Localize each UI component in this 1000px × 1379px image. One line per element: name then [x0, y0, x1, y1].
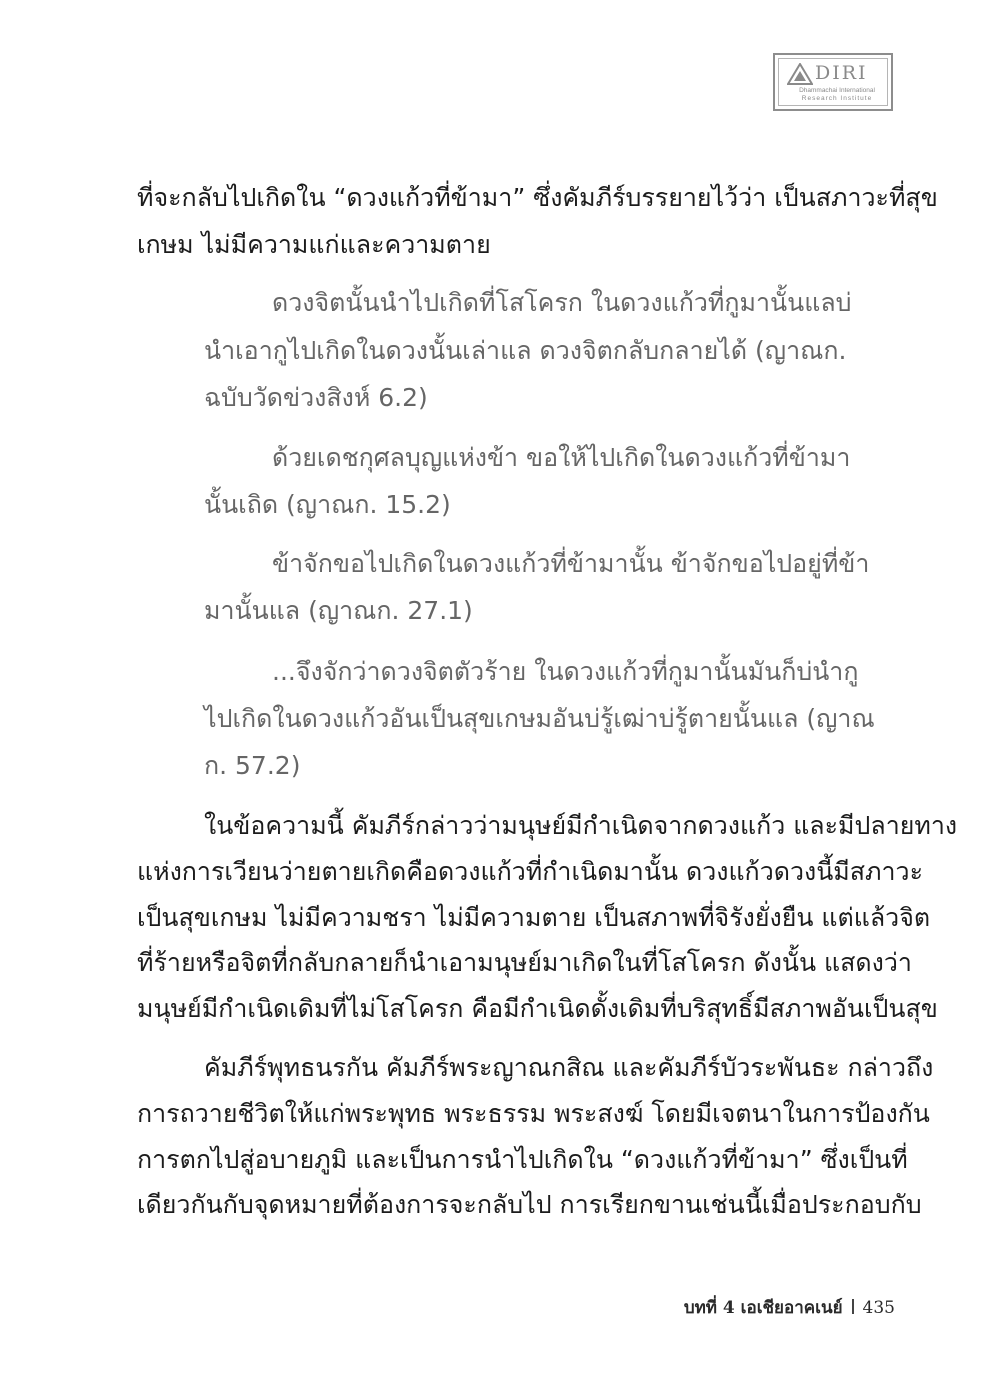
paragraph-3-line-1: คัมภีร์พุทธนรกัน คัมภีร์พระญาณกสิณ และคัมภีร์บัวระพันธะ กล่าวถึง	[204, 1053, 934, 1082]
quote-2-line-1: ด้วยเดชกุศลบุญแห่งข้า ขอให้ไปเกิดในดวงแก้วที่ข้ามา	[272, 443, 851, 472]
paragraph-3-line-2: การถวายชีวิตให้แก่พระพุทธ พระธรรม พระสงฆ์ โดยมีเจตนาในการป้องกัน	[137, 1099, 930, 1128]
diri-logo	[773, 53, 893, 111]
page-number: 435	[862, 1298, 895, 1318]
quote-4-line-1: ...จึงจักว่าดวงจิตตัวร้าย ในดวงแก้วที่กูมานั้นมันก็บ่นำกู	[272, 657, 859, 686]
quote-4-line-3: ก. 57.2)	[204, 751, 301, 780]
paragraph-1-line-1: ที่จะกลับไปเกิดใน “ดวงแก้วที่ข้ามา” ซึ่งคัมภีร์บรรยายไว้ว่า เป็นสภาวะที่สุข	[137, 183, 938, 212]
paragraph-1-line-2: เกษม ไม่มีความแก่และความตาย	[137, 230, 491, 259]
paragraph-2-line-4: ที่ร้ายหรือจิตที่กลับกลายก็นำเอามนุษย์มาเกิดในที่โสโครก ดังนั้น แสดงว่า	[137, 948, 912, 977]
logo-subtitle-1: Dhammachai International	[799, 87, 875, 94]
page-footer	[650, 1296, 895, 1320]
logo-name: DIRI	[815, 62, 868, 84]
quote-1-line-3: ฉบับวัดข่วงสิงห์ 6.2)	[204, 383, 428, 412]
quote-3-line-1: ข้าจักขอไปเกิดในดวงแก้วที่ข้ามานั้น ข้าจักขอไปอยู่ที่ข้า	[272, 549, 870, 578]
footer-separator	[852, 1299, 854, 1314]
triangle-logo-icon	[787, 63, 813, 85]
paragraph-2-line-5: มนุษย์มีกำเนิดเดิมที่ไม่โสโครก คือมีกำเนิดดั้งเดิมที่บริสุทธิ์มีสภาพอันเป็นสุข	[137, 994, 938, 1023]
paragraph-2-line-1: ในข้อความนี้ คัมภีร์กล่าวว่ามนุษย์มีกำเนิดจากดวงแก้ว และมีปลายทาง	[204, 811, 958, 840]
quote-3-line-2: มานั้นแล (ญาณก. 27.1)	[204, 596, 473, 625]
paragraph-3-line-3: การตกไปสู่อบายภูมิ และเป็นการนำไปเกิดใน “ดวงแก้วที่ข้ามา” ซึ่งเป็นที่	[137, 1145, 908, 1174]
paragraph-2-line-2: แห่งการเวียนว่ายตายเกิดคือดวงแก้วที่กำเนิดมานั้น ดวงแก้วดวงนี้มีสภาวะ	[137, 857, 924, 886]
quote-1-line-2: นำเอากูไปเกิดในดวงนั้นเล่าแล ดวงจิตกลับกลายได้ (ญาณก.	[204, 336, 847, 365]
chapter-title: บทที่ 4 เอเชียอาคเนย์	[683, 1298, 843, 1318]
quote-1-line-1: ดวงจิตนั้นนำไปเกิดที่โสโครก ในดวงแก้วที่กูมานั้นแลบ่	[272, 288, 852, 317]
logo-subtitle-2: Research Institute	[801, 95, 873, 102]
paragraph-3-line-4: เดียวกันกับจุดหมายที่ต้องการจะกลับไป การเรียกขานเช่นนี้เมื่อประกอบกับ	[137, 1190, 922, 1219]
paragraph-2-line-3: เป็นสุขเกษม ไม่มีความชรา ไม่มีความตาย เป็นสภาพที่จิรังยั่งยืน แต่แล้วจิต	[137, 903, 931, 932]
quote-2-line-2: นั้นเถิด (ญาณก. 15.2)	[204, 490, 451, 519]
quote-4-line-2: ไปเกิดในดวงแก้วอันเป็นสุขเกษมอันบ่รู้เฒ่าบ่รู้ตายนั้นแล (ญาณ	[204, 704, 875, 733]
